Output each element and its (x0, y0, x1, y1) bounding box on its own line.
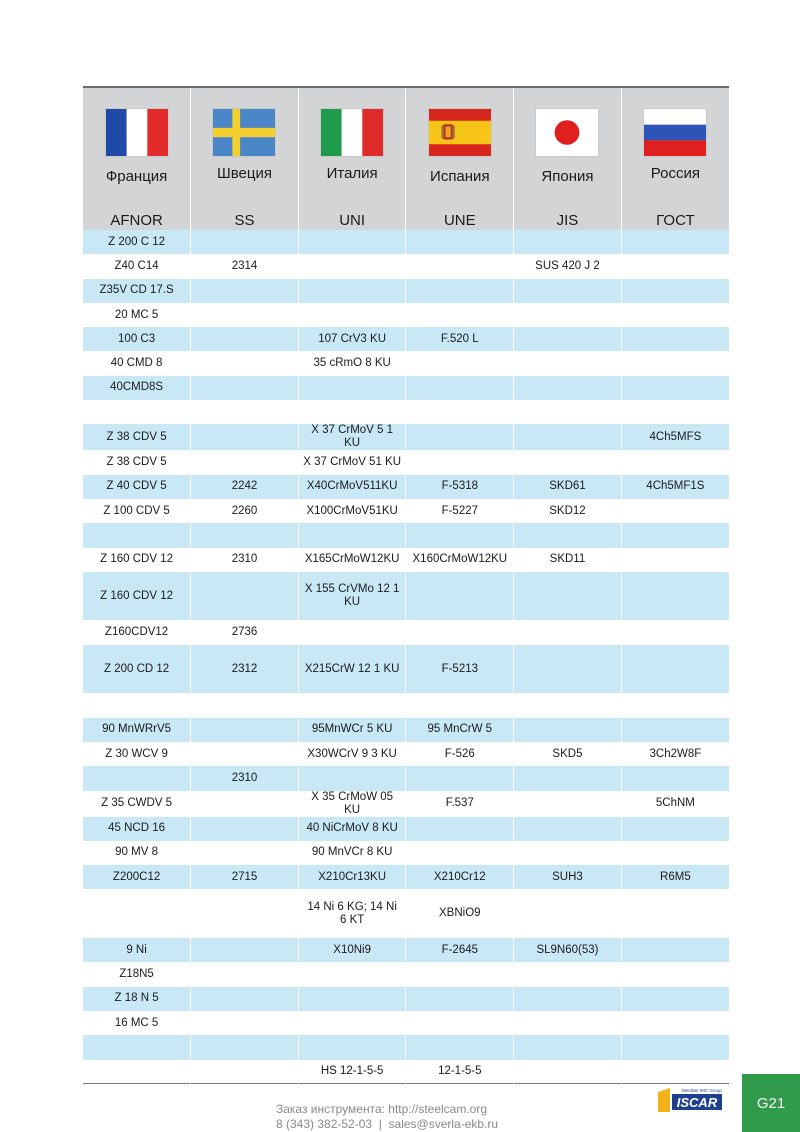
table-cell (406, 987, 514, 1011)
table-cell: 40 NiCrMoV 8 KU (298, 817, 406, 841)
table-cell: 90 MnWRrV5 (83, 718, 191, 742)
table-cell (514, 1060, 622, 1084)
table-cell (406, 1035, 514, 1059)
table-row (83, 841, 729, 865)
standard-label: ГОСТ (656, 212, 695, 229)
table-cell (621, 962, 729, 986)
table-cell (621, 523, 729, 547)
table-cell (191, 962, 299, 986)
table-cell: X165CrMoW12KU (298, 548, 406, 572)
table-cell (406, 303, 514, 327)
table-cell (83, 889, 191, 938)
table-cell (514, 450, 622, 474)
table-row (83, 1035, 729, 1059)
table-cell: 95 MnCrW 5 (406, 718, 514, 742)
table-cell (406, 766, 514, 790)
table-row (83, 742, 729, 766)
logo-small-text: Member IMC Group (682, 1088, 722, 1093)
table-cell: Z 38 CDV 5 (83, 424, 191, 450)
table-cell (191, 230, 299, 254)
table-cell (514, 230, 622, 254)
table-cell: F-526 (406, 742, 514, 766)
table-cell (406, 841, 514, 865)
table-cell: 2242 (191, 475, 299, 499)
table-row (83, 303, 729, 327)
table-cell (621, 254, 729, 278)
table-row (83, 376, 729, 400)
table-row (83, 620, 729, 644)
table-cell (621, 693, 729, 717)
table-row (83, 523, 729, 547)
table-cell: 90 MV 8 (83, 841, 191, 865)
steel-equivalents-table-container (83, 86, 729, 1084)
table-cell: Z160CDV12 (83, 620, 191, 644)
table-cell (621, 230, 729, 254)
table-cell (191, 791, 299, 817)
table-cell (298, 376, 406, 400)
table-row (83, 450, 729, 474)
table-cell (298, 303, 406, 327)
spain-flag-icon (429, 109, 491, 156)
table-cell (191, 987, 299, 1011)
country-label: Испания (430, 168, 490, 185)
table-cell (298, 279, 406, 303)
table-row (83, 766, 729, 790)
table-header (83, 87, 729, 230)
standard-label: UNE (443, 212, 476, 229)
table-cell: F-5227 (406, 499, 514, 523)
table-cell (298, 523, 406, 547)
table-cell (621, 841, 729, 865)
table-cell (191, 1011, 299, 1035)
logo-text: ISCAR (676, 1095, 718, 1110)
table-cell (514, 962, 622, 986)
table-cell (83, 1035, 191, 1059)
table-cell: 5ChNM (621, 791, 729, 817)
table-cell (621, 817, 729, 841)
table-row (83, 791, 729, 817)
page-number: G21 (756, 1094, 786, 1112)
table-cell (191, 572, 299, 621)
table-row (83, 693, 729, 717)
table-cell (406, 254, 514, 278)
table-cell (191, 424, 299, 450)
table-cell: SKD5 (514, 742, 622, 766)
table-cell (406, 962, 514, 986)
table-cell (191, 327, 299, 351)
table-cell: 2310 (191, 548, 299, 572)
table-row (83, 351, 729, 375)
table-cell: 2260 (191, 499, 299, 523)
table-cell (406, 351, 514, 375)
table-cell (621, 327, 729, 351)
page-number-tab (742, 1074, 800, 1132)
table-cell (514, 620, 622, 644)
table-cell (406, 1011, 514, 1035)
table-cell: X160CrMoW12KU (406, 548, 514, 572)
table-row (83, 1011, 729, 1035)
table-cell: X40CrMoV511KU (298, 475, 406, 499)
table-cell: XBNiO9 (406, 889, 514, 938)
table-cell: 16 MC 5 (83, 1011, 191, 1035)
table-cell (514, 817, 622, 841)
table-cell (514, 645, 622, 694)
table-cell (298, 1035, 406, 1059)
table-cell (191, 303, 299, 327)
table-cell: SKD11 (514, 548, 622, 572)
table-cell: X215CrW 12 1 KU (298, 645, 406, 694)
table-cell (621, 987, 729, 1011)
table-cell (621, 303, 729, 327)
table-cell (621, 938, 729, 962)
header-france (83, 87, 191, 230)
table-cell (191, 376, 299, 400)
table-row (83, 572, 729, 621)
table-cell: Z 160 CDV 12 (83, 548, 191, 572)
table-cell (406, 450, 514, 474)
table-row (83, 987, 729, 1011)
table-cell (621, 1060, 729, 1084)
table-cell (406, 523, 514, 547)
table-cell (406, 279, 514, 303)
table-cell (191, 450, 299, 474)
table-cell (621, 645, 729, 694)
header-russia (621, 87, 729, 230)
table-cell: SUH3 (514, 865, 622, 889)
table-cell (621, 548, 729, 572)
table-row (83, 817, 729, 841)
table-cell (621, 450, 729, 474)
table-cell: 3Ch2W8F (621, 742, 729, 766)
table-row (83, 1060, 729, 1084)
table-cell (514, 523, 622, 547)
table-cell (191, 889, 299, 938)
table-cell: 14 Ni 6 KG; 14 Ni 6 KT (298, 889, 406, 938)
table-cell (514, 987, 622, 1011)
table-cell (514, 841, 622, 865)
table-cell: Z 35 CWDV 5 (83, 791, 191, 817)
country-label: Россия (650, 165, 700, 182)
table-cell (621, 766, 729, 790)
table-cell (298, 987, 406, 1011)
table-cell: 40 CMD 8 (83, 351, 191, 375)
table-row (83, 938, 729, 962)
table-cell: X 37 CrMoV 51 KU (298, 450, 406, 474)
footer-order-line: Заказ инструмента: http://steelcam.org (276, 1102, 488, 1116)
footer-phone-email-line: 8 (343) 382-52-03 | sales@sverla-ekb.ru (276, 1117, 499, 1131)
table-cell (514, 400, 622, 424)
table-cell: 2736 (191, 620, 299, 644)
table-cell (191, 400, 299, 424)
table-cell (621, 1035, 729, 1059)
table-cell (191, 523, 299, 547)
table-cell: SKD61 (514, 475, 622, 499)
table-row (83, 475, 729, 499)
table-cell (621, 376, 729, 400)
table-cell (191, 279, 299, 303)
france-flag-icon (106, 109, 168, 156)
table-cell: 100 C3 (83, 327, 191, 351)
japan-flag-icon (536, 109, 598, 156)
table-cell: 2310 (191, 766, 299, 790)
table-cell: Z 30 WCV 9 (83, 742, 191, 766)
table-cell (298, 962, 406, 986)
table-cell: Z35V CD 17.S (83, 279, 191, 303)
table-cell (621, 889, 729, 938)
table-cell (406, 693, 514, 717)
table-cell: Z 40 CDV 5 (83, 475, 191, 499)
table-cell: Z18N5 (83, 962, 191, 986)
table-cell (83, 523, 191, 547)
table-cell (514, 1011, 622, 1035)
table-cell (191, 1060, 299, 1084)
table-cell: 90 MnVCr 8 KU (298, 841, 406, 865)
table-cell (514, 303, 622, 327)
table-row (83, 645, 729, 694)
header-italy (298, 87, 406, 230)
table-cell: Z 38 CDV 5 (83, 450, 191, 474)
table-cell (514, 279, 622, 303)
table-cell: Z 200 C 12 (83, 230, 191, 254)
sweden-flag-icon (213, 109, 275, 156)
table-cell (621, 572, 729, 621)
table-cell: F.520 L (406, 327, 514, 351)
table-cell (191, 841, 299, 865)
table-cell: X 37 CrMoV 5 1 KU (298, 424, 406, 450)
table-cell (298, 254, 406, 278)
steel-equivalents-table (83, 86, 729, 1084)
table-row (83, 865, 729, 889)
table-body (83, 230, 729, 1084)
table-cell (298, 620, 406, 644)
table-cell: 95MnWCr 5 KU (298, 718, 406, 742)
table-cell: Z40 C14 (83, 254, 191, 278)
table-cell: 107 CrV3 KU (298, 327, 406, 351)
table-row (83, 499, 729, 523)
table-cell (514, 791, 622, 817)
table-cell (621, 400, 729, 424)
table-cell: 2715 (191, 865, 299, 889)
table-cell: X 35 CrMoW 05 KU (298, 791, 406, 817)
header-spain (406, 87, 514, 230)
table-cell: Z200C12 (83, 865, 191, 889)
table-cell: X100CrMoV51KU (298, 499, 406, 523)
table-row (83, 889, 729, 938)
table-cell: 40CMD8S (83, 376, 191, 400)
table-cell (406, 424, 514, 450)
table-cell (83, 1060, 191, 1084)
table-row (83, 424, 729, 450)
table-cell (191, 1035, 299, 1059)
table-cell (514, 327, 622, 351)
table-cell: 35 cRmO 8 KU (298, 351, 406, 375)
table-cell: F-2645 (406, 938, 514, 962)
table-cell (621, 351, 729, 375)
table-cell (406, 620, 514, 644)
iscar-logo (656, 1086, 724, 1114)
table-cell (406, 400, 514, 424)
table-cell: 4Ch5MF1S (621, 475, 729, 499)
country-label: Япония (541, 168, 594, 185)
table-row (83, 254, 729, 278)
table-cell (514, 693, 622, 717)
standard-label: SS (234, 212, 255, 229)
table-cell (191, 351, 299, 375)
table-row (83, 962, 729, 986)
table-cell (406, 572, 514, 621)
table-cell: 20 MC 5 (83, 303, 191, 327)
header-sweden (191, 87, 299, 230)
footer-contact (276, 1102, 498, 1132)
standard-label: JIS (556, 212, 579, 229)
table-cell: X 155 CrVMo 12 1 KU (298, 572, 406, 621)
table-cell (514, 424, 622, 450)
table-row (83, 279, 729, 303)
table-cell: 2312 (191, 645, 299, 694)
table-row (83, 327, 729, 351)
table-row (83, 718, 729, 742)
table-cell: F-5318 (406, 475, 514, 499)
table-cell (191, 817, 299, 841)
table-cell: 2314 (191, 254, 299, 278)
table-cell (191, 938, 299, 962)
table-cell (83, 400, 191, 424)
table-cell: Z 100 CDV 5 (83, 499, 191, 523)
table-row (83, 230, 729, 254)
table-cell (621, 620, 729, 644)
table-cell (621, 499, 729, 523)
table-cell (514, 718, 622, 742)
table-cell (406, 817, 514, 841)
table-cell: X210Cr12 (406, 865, 514, 889)
country-label: Франция (105, 168, 168, 185)
table-cell (621, 718, 729, 742)
table-cell (298, 766, 406, 790)
table-cell (298, 400, 406, 424)
table-cell (514, 889, 622, 938)
table-cell: SUS 420 J 2 (514, 254, 622, 278)
table-cell (298, 693, 406, 717)
table-cell: Z 18 N 5 (83, 987, 191, 1011)
country-label: Италия (326, 165, 378, 182)
table-cell: F-5213 (406, 645, 514, 694)
table-cell (191, 693, 299, 717)
country-label: Швеция (216, 165, 272, 182)
table-cell: Z 200 CD 12 (83, 645, 191, 694)
table-cell (514, 376, 622, 400)
table-cell (514, 572, 622, 621)
table-cell: 45 NCD 16 (83, 817, 191, 841)
table-cell (514, 766, 622, 790)
table-cell (83, 766, 191, 790)
table-cell (621, 1011, 729, 1035)
standard-label: AFNOR (110, 212, 163, 229)
table-cell (191, 718, 299, 742)
table-cell (298, 230, 406, 254)
standard-label: UNI (339, 212, 366, 229)
table-cell: Z 160 CDV 12 (83, 572, 191, 621)
table-cell (514, 1035, 622, 1059)
table-cell (83, 693, 191, 717)
table-row (83, 548, 729, 572)
table-cell (406, 230, 514, 254)
table-cell: SKD12 (514, 499, 622, 523)
table-cell: X10Ni9 (298, 938, 406, 962)
russia-flag-icon (644, 109, 706, 156)
table-cell: 4Ch5MFS (621, 424, 729, 450)
table-cell: SL9N60(53) (514, 938, 622, 962)
table-cell (298, 1011, 406, 1035)
table-cell (406, 376, 514, 400)
table-cell: 12-1-5-5 (406, 1060, 514, 1084)
table-row (83, 400, 729, 424)
table-cell: HS 12-1-5-5 (298, 1060, 406, 1084)
table-cell: F.537 (406, 791, 514, 817)
table-cell (621, 279, 729, 303)
table-cell: X30WCrV 9 3 KU (298, 742, 406, 766)
table-cell: X210Cr13KU (298, 865, 406, 889)
italy-flag-icon (321, 109, 383, 156)
header-japan (514, 87, 622, 230)
table-cell (191, 742, 299, 766)
table-cell: 9 Ni (83, 938, 191, 962)
table-cell: R6M5 (621, 865, 729, 889)
table-cell (514, 351, 622, 375)
